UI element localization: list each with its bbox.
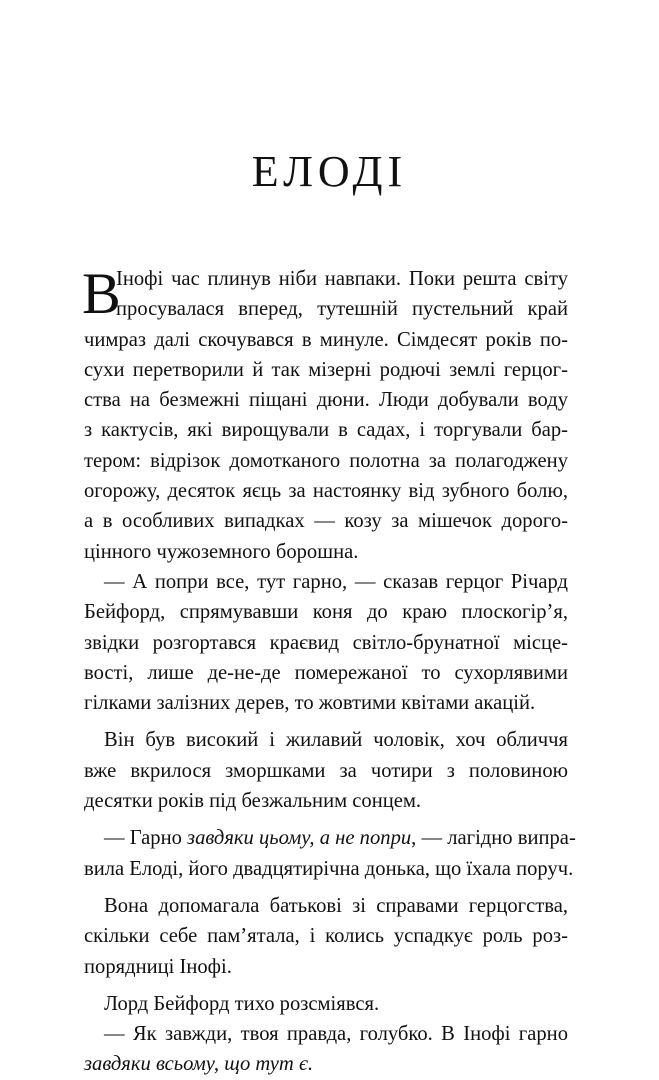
text-line: вже вкрилося зморшками за чотири з половиною	[84, 759, 568, 782]
text-line: завдяки всьому, що тут є.	[84, 1053, 314, 1076]
text-line: чимраз далі скочувався в минуле. Сімдесят років по-	[84, 328, 568, 351]
text-line: порядниці Інофі.	[84, 955, 232, 978]
paragraph	[84, 567, 568, 718]
text-line: ства на безмежні піщані дюни. Люди добували воду	[84, 389, 568, 412]
text-line: — А попри все, тут гарно, — сказав герцог Річард	[104, 570, 568, 593]
paragraph	[84, 1019, 568, 1080]
text-line: Він був високий і жилавий чоловік, хоч обличчя	[104, 729, 568, 752]
paragraph	[84, 823, 576, 884]
text-line: тером: відрізок домотканого полотна за полагоджену	[84, 449, 568, 472]
text-line: Вона допомагала батькові зі справами герцогства,	[104, 894, 568, 917]
paragraph	[84, 989, 568, 1019]
italic-emphasis: завдяки цьому, а не попри	[187, 827, 412, 850]
text-line	[84, 823, 576, 853]
chapter-title: ЕЛОДІ	[251, 147, 408, 196]
text-line: вила Елоді, його двадцятирічна донька, що їхала поруч.	[84, 857, 574, 880]
text-line: гілками залізних дерев, то жовтими квітами акацій.	[84, 692, 536, 715]
text-line: Лорд Бейфорд тихо розсміявся.	[104, 992, 380, 1015]
text-line: огорожу, десяток яєць за настоянку від зубного болю,	[84, 480, 568, 503]
paragraph	[84, 891, 568, 982]
text-line: Бейфорд, спрямувавши коня до краю плоскогір’я,	[84, 601, 568, 624]
text-line: цінного чужоземного борошна.	[84, 540, 359, 563]
text-line: звідки розгортався краєвид світло-брунатної місце-	[84, 631, 568, 654]
drop-cap: В	[82, 261, 121, 326]
paragraph	[84, 725, 568, 816]
text-line: просувалася вперед, тутешній пустельний край	[116, 298, 568, 321]
text-line: Інофі час плинув ніби навпаки. Поки решта світу	[116, 268, 568, 290]
text-line: а в особливих випадках — козу за мішечок дорого-	[84, 510, 568, 533]
text-line: скільки себе пам’ятала, і колись успадкує роль роз-	[84, 925, 568, 948]
text-line: з кактусів, які вирощували в садах, і торгували бар-	[84, 419, 568, 442]
text-line: — Як завжди, твоя правда, голубко. В Інофі гарно	[104, 1023, 568, 1046]
dialogue-end: , — лагідно випра-	[411, 827, 576, 850]
text-line: вості, лише де-не-де помережаної то сухорлявими	[84, 661, 568, 684]
dialogue-start: — Гарно	[104, 827, 188, 850]
body-text	[82, 261, 576, 1080]
text-line: десятки років під безжальним сонцем.	[84, 790, 422, 813]
text-line: сухи перетворили й так мізерні родючі землі герцог-	[84, 358, 568, 381]
paragraph	[82, 261, 568, 567]
